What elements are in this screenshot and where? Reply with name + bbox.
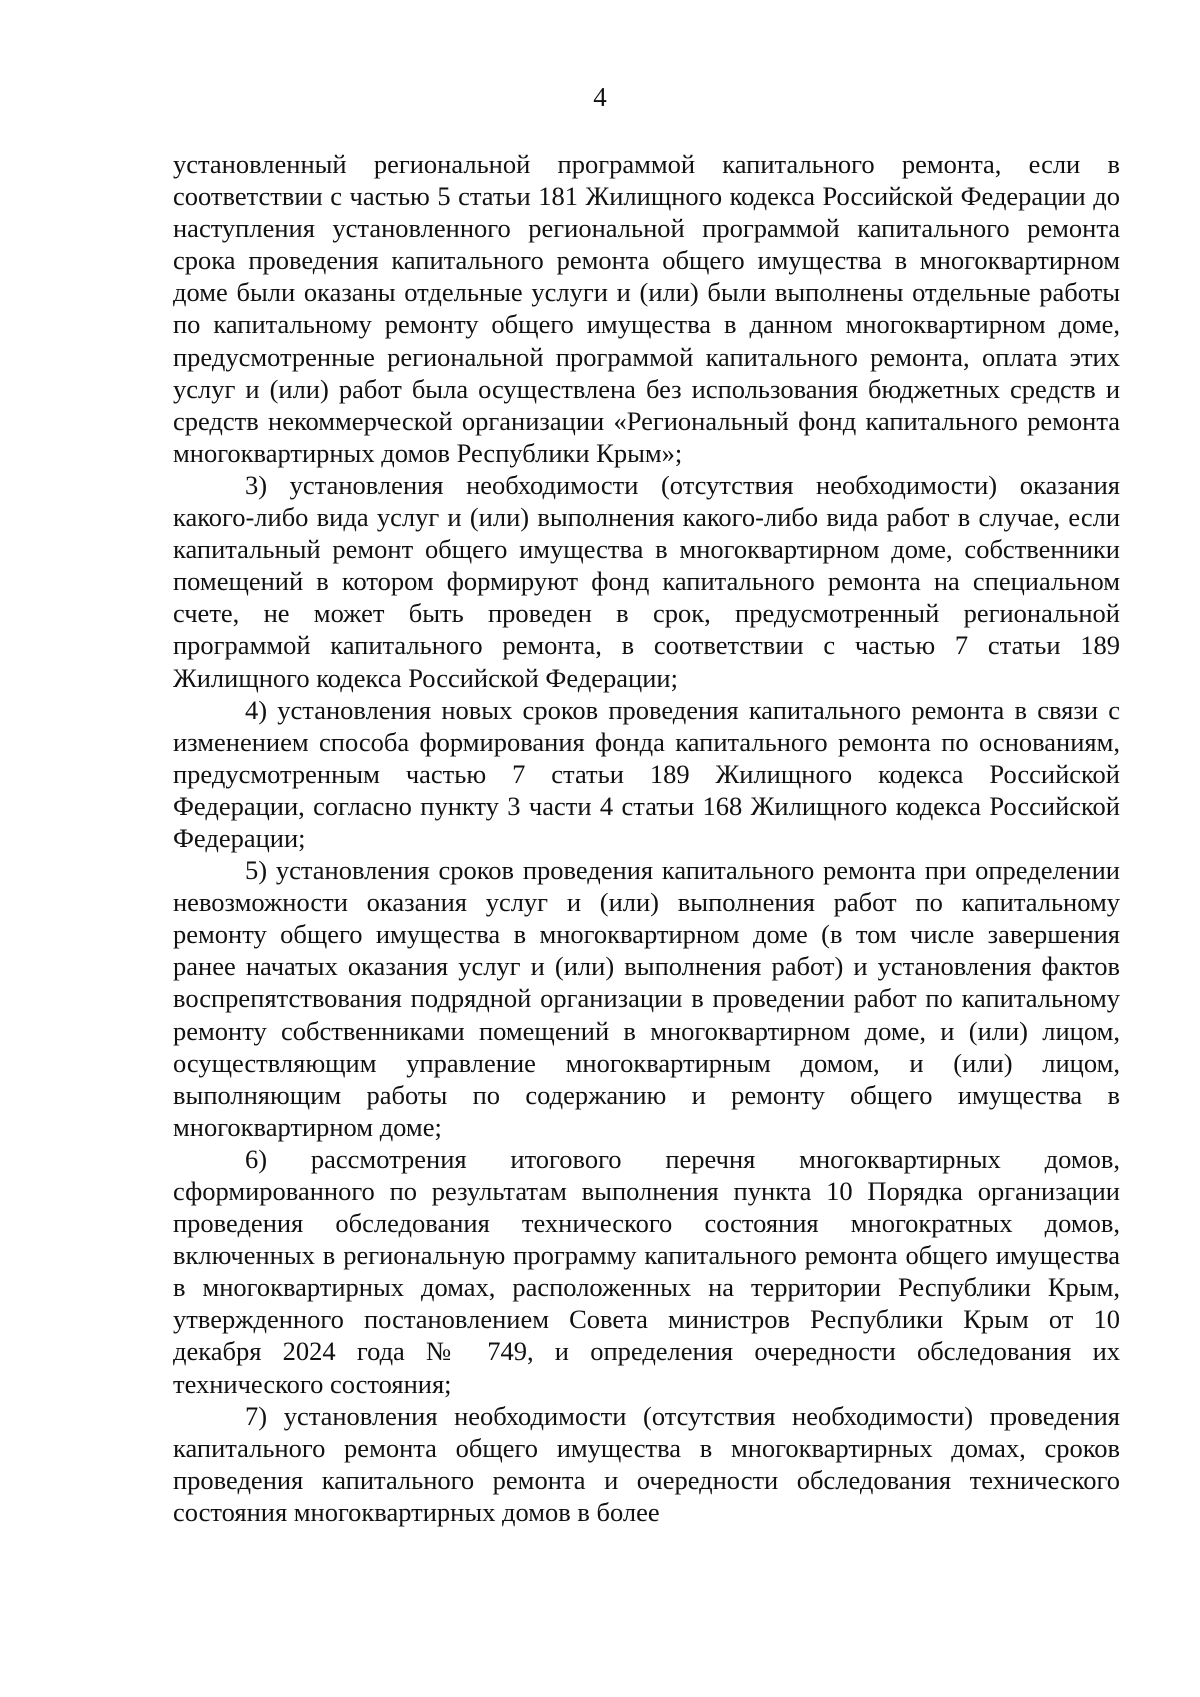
paragraph-continuation: установленный региональной программой капитального ремонта, если в соответствии с частью 5 статьи 181 Жилищного кодекса Российской Федерации до наступления установленного региональной программой капитального ремонта срока проведения капитального ремонта общего имущества в многоквартирном доме были оказаны отдельные услуги и (или) были выполнены отдельные работы по капитальному ремонту общего имущества в данном многоквартирном доме, предусмотренные региональной программой капитального ремонта, оплата этих услуг и (или) работ была осуществлена без использования бюджетных средств и средств некоммерческой организации «Региональный фонд капитального ремонта многоквартирных домов Республики Крым»; bbox=[173, 149, 1120, 468]
document-body bbox=[173, 148, 1120, 1528]
page-number: 4 bbox=[593, 82, 607, 112]
paragraph-item-5: 5) установления сроков проведения капитального ремонта при определении невозможности оказания услуг и (или) выполнения работ по капитальному ремонту общего имущества в многоквартирном доме (в том числе завершения ранее начатых оказания услуг и (или) выполнения работ) и установления фактов воспрепятствования подрядной организации в проведении работ по капитальному ремонту собственниками помещений в многоквартирном доме, и (или) лицом, осуществляющим управление многоквартирным домом, и (или) лицом, выполняющим работы по содержанию и ремонту общего имущества в многоквартирном доме; bbox=[173, 855, 1120, 1142]
paragraph-item-7: 7) установления необходимости (отсутствия необходимости) проведения капитального ремонта общего имущества в многоквартирных домах, сроков проведения капитального ремонта и очередности обследования технического состояния многоквартирных домов в более bbox=[173, 1400, 1120, 1527]
paragraph-item-3: 3) установления необходимости (отсутствия необходимости) оказания какого-либо вида услуг и (или) выполнения какого-либо вида работ в случае, если капитальный ремонт общего имущества в многоквартирном доме, собственники помещений в котором формируют фонд капитального ремонта на специальном счете, не может быть проведен в срок, предусмотренный региональной программой капитального ремонта, в соответствии с частью 7 статьи 189 Жилищного кодекса Российской Федерации; bbox=[173, 469, 1120, 693]
paragraph-item-4: 4) установления новых сроков проведения капитального ремонта в связи с изменением способа формирования фонда капитального ремонта по основаниям, предусмотренным частью 7 статьи 189 Жилищного кодекса Российской Федерации, согласно пункту 3 части 4 статьи 168 Жилищного кодекса Российской Федерации; bbox=[173, 694, 1120, 853]
paragraph-item-6: 6) рассмотрения итогового перечня многоквартирных домов, сформированного по результатам выполнения пункта 10 Порядка организации проведения обследования технического состояния многократных домов, включенных в региональную программу капитального ремонта общего имущества в многоквартирных домах, расположенных на территории Республики Крым, утвержденного постановлением Совета министров Республики Крым от 10 декабря 2024 года № 749, и определения очередности обследования их технического состояния; bbox=[173, 1143, 1120, 1399]
